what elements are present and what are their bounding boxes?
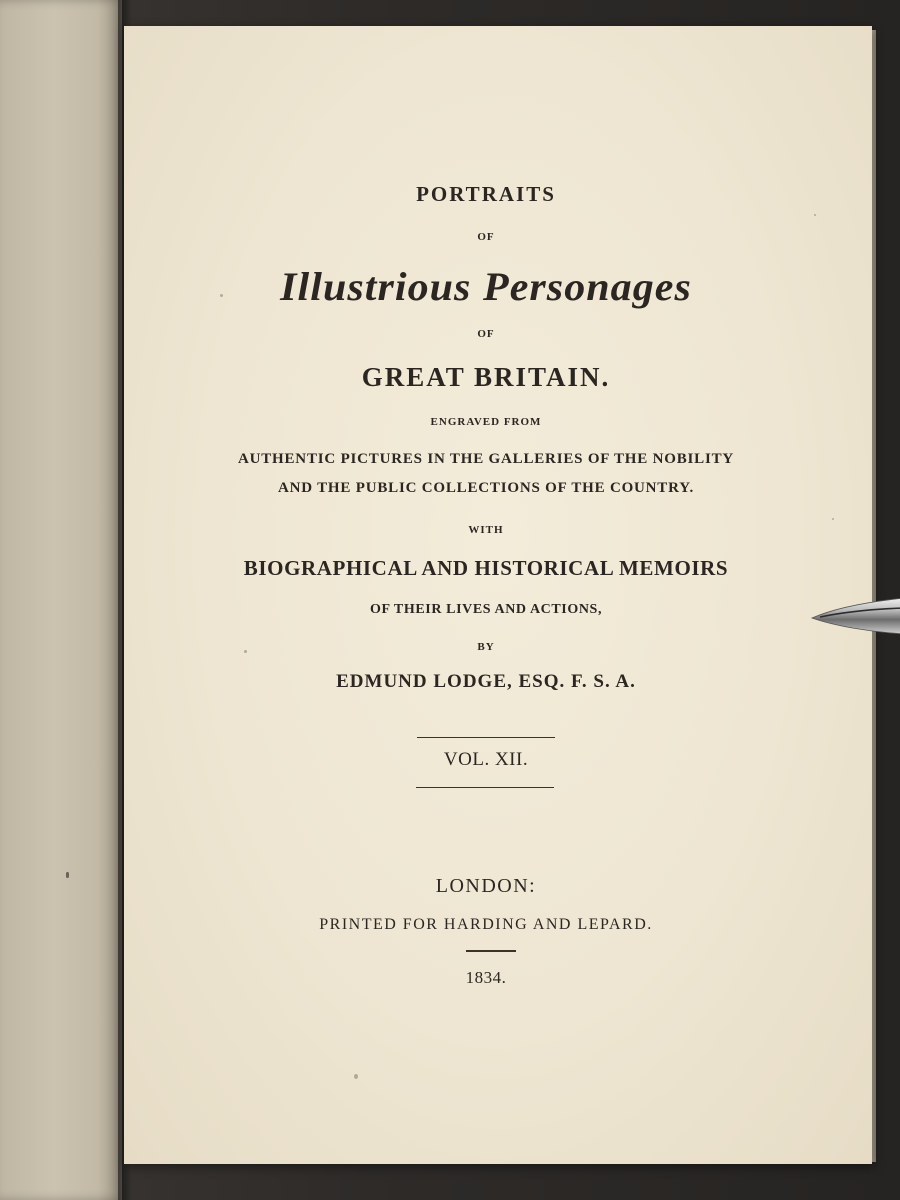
title-portraits: PORTRAITS	[416, 182, 556, 206]
paper-speck	[66, 872, 69, 878]
engraved-from: ENGRAVED FROM	[430, 416, 542, 428]
connector-by: BY	[477, 641, 495, 653]
connector-of-1: OF	[477, 231, 495, 243]
volume-number: VOL. XII.	[443, 749, 529, 770]
memoirs-heading: BIOGRAPHICAL AND HISTORICAL MEMOIRS	[243, 556, 729, 580]
paper-speck	[220, 294, 223, 297]
left-endpaper	[0, 0, 122, 1200]
imprint-printer: PRINTED FOR HARDING AND LEPARD.	[319, 916, 653, 933]
source-line-2: AND THE PUBLIC COLLECTIONS OF THE COUNTRY.	[277, 480, 695, 496]
imprint-year: 1834.	[465, 968, 507, 987]
volume-rule-top	[417, 737, 555, 738]
paper-speck	[832, 518, 834, 520]
source-line-1: AUTHENTIC PICTURES IN THE GALLERIES OF THE NOBILITY	[237, 451, 735, 467]
title-great-britain: GREAT BRITAIN.	[361, 362, 611, 392]
author-name: EDMUND LODGE, ESQ. F. S. A.	[336, 671, 636, 692]
connector-with: WITH	[468, 524, 504, 536]
imprint-rule	[466, 950, 516, 952]
connector-of-2: OF	[477, 328, 495, 340]
metal-pointer	[810, 594, 900, 636]
imprint-place: LONDON:	[435, 875, 537, 897]
paper-speck	[354, 1074, 358, 1079]
paper-speck	[814, 214, 816, 216]
lives-and-actions: OF THEIR LIVES AND ACTIONS,	[369, 602, 603, 617]
title-page	[124, 26, 872, 1164]
volume-rule-bottom	[416, 787, 554, 788]
title-illustrious-personages: Illustrious Personages	[280, 264, 692, 309]
paper-speck	[244, 650, 247, 653]
